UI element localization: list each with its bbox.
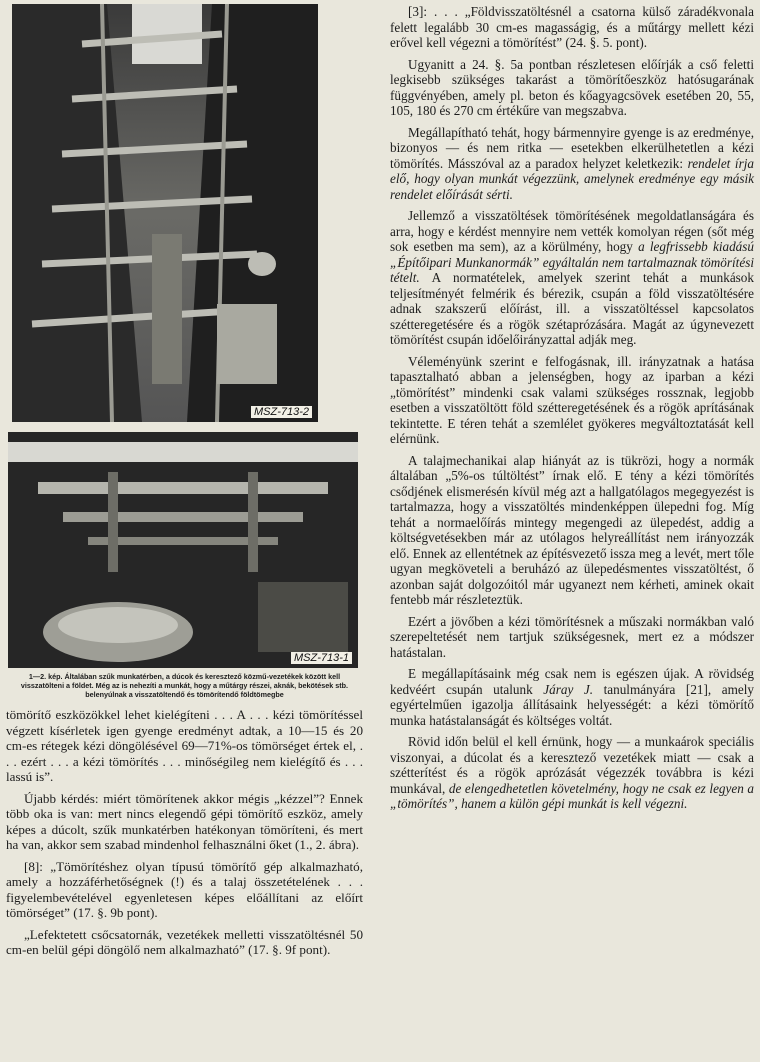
text-run: tanulmányára [21], amely egyértelműen igazolja állításaink helyességét: a kézi tömörítő munka hatástalanságát és költséges voltát. (390, 681, 754, 728)
emphasis: a legfrissebb kiadású „Építőipari Munkanormák” egyáltalán nem tartalmaznak tömörítési tételt. (390, 239, 754, 285)
trench-photo-bottom (8, 432, 358, 668)
left-column (6, 4, 363, 964)
paragraph (390, 666, 754, 728)
paragraph: A talajmechanikai alap hiányát az is tükrözi, hogy a normák általában „5%-os túltöltést” írnak elő. E tény a kézi tömörítés csődjének elismerésén kívül még azt a hallgatólagos megegyezést is tartalmazza, hogy a visszatöltés mindenképpen ülepedni fog. Míg tehát a normaelőírás mintegy megengedi az ülepedést, addig a költségvetésekben már az utólagos helyreállítást nem irányozzák elő. Ennek az ellentétnek az építésvezető issza meg a levét, mert tőle ugyan megköveteli a beruházó az ülepedésmentes visszatöltést, ő azonban saját dolgozóitól már ugyanezt nem kérheti, aminek okait fentebb már részleteztük. (390, 452, 754, 607)
text-run: Rövid időn belül el kell érnünk, hogy — a munkaárok speciális viszonyai, a dúcolat és a keresztező vezetékek miatt — csak a szétterítést és a rögök aprózását végezzék továbbra is kézi munkával, (390, 734, 754, 796)
paragraph (390, 734, 754, 812)
paragraph: [8]: „Tömörítéshez olyan típusú tömörítő gép alkalmazható, amely a hozzáférhetőségnek (!) és a talaj összetételének . . . figyelembevételével egyenletesen képes előállítani az előírt tömörséget” (17. §. 9b pont). (6, 858, 363, 920)
paragraph: Véleményünk szerint e felfogásnak, ill. irányzatnak a hatása tapasztalható abban a jelenségben, hogy az iparban a kézi „tömörítést” mindenki csak valami szükséges rossznak, legjobb esetben a visszatöltött föld szétteregetésének és a rögök aprításának tekintette. E téren tehát a szemlélet gyökeres megváltoztatását kell elérnünk. (390, 353, 754, 446)
right-column (390, 4, 754, 818)
trench-photo-bottom-image (8, 432, 358, 668)
paragraph (390, 125, 754, 203)
trench-photo-top (12, 4, 318, 422)
paragraph: tömörítő eszközökkel lehet kielégíteni . . . A . . . kézi tömörítéssel végzett kísérletek igen gyenge eredményt adtak, a 10—15 és 20 cm-es rétegek kézi döngölésével 69—71%-os tömörséget értek el, . . . ezért . . . a kézi tömörítés . . . minőségileg nem kielégítő és . . . lassú is”. (6, 707, 363, 784)
paragraph: Ezért a jövőben a kézi tömörítésnek a műszaki normákban való szerepeltetését nem tartjuk szükségesnek, mert ez a módszer hatástalan. (390, 613, 754, 660)
text-run: E megállapításaink még csak nem is egészen újak. A rövidség kedvéért csupán utalunk (390, 666, 754, 697)
photo-tag: MSZ-713-1 (291, 652, 352, 664)
trench-photo-top-image (12, 4, 318, 422)
paragraph: [3]: . . . „Földvisszatöltésnél a csatorna külső záradékvonala felett legalább 30 cm-es magasságig, és a műtárgy mellett kézi erővel kell végezni a tömörítést” (24. §. 5. pont). (390, 4, 754, 50)
text-run: Jellemző a visszatöltések tömörítésének megoldatlanságára és arra, hogy e kérdést mennyire nem vették komolyan régen (sőt még sok esetben ma sem), az a körülmény, hogy (390, 208, 754, 254)
photo-caption: 1—2. kép. Általában szűk munkatérben, a dúcok és keresztező közmű-vezetékek között kell visszatölteni a földet. Még az is nehezíti a munkát, hogy a műtárgy részei, aknák, bekötések stb. belenyúlnak a visszatöltendő és tömörítendő földtömegbe (20, 672, 349, 699)
paragraph (390, 208, 754, 348)
paragraph: Újabb kérdés: miért tömörítenek akkor mégis „kézzel”? Ennek több oka is van: mert nincs elegendő gépi tömörítő eszköz, amely képes a dúcolt, szűk munkatérben hatékonyan tömöríteni, és mert ha van, akkor sem szabad mindenhol felhasználni őket (1., 2. ábra). (6, 790, 363, 852)
text-run: Megállapítható tehát, hogy bármennyire gyenge is az eredménye, bizonyos — és nem ritka — esetekben elkerülhetetlen a kézi tömörítés. Másszóval az a paradox helyzet keletkezik: (390, 124, 754, 171)
paragraph: „Lefektetett csőcsatornák, vezetékek melletti visszatöltésnél 50 cm-en belül gépi döngölő nem alkalmazható” (17. §. 9f pont). (6, 926, 363, 957)
paragraph: Ugyanitt a 24. §. 5a pontban részletesen előírják a cső feletti legkisebb szükséges takarást a tömörítőeszköz hatósugarának függvényében, amely pl. beton és kőagyagcsövek esetében 20, 55, 105, 180 és 270 cm értékűre van megszabva. (390, 56, 754, 118)
author-name: Járay J. (543, 681, 594, 697)
emphasis: de elengedhetetlen követelmény, hogy ne csak ez legyen a „tömörítés”, hanem a külön gépi munkát is kell végezni. (390, 780, 754, 811)
text-run: A normatételek, amelyek szerint tehát a munkások teljesítményét felmérik és bérezik, csupán a föld visszatöltésére adnak szakszerű előírást, ill. a visszatöltéssel kapcsolatos szétteregetésére és a rögök szétaprózására. Magát az úgynevezett tömörítést csupán időelőirányzattal adják meg. (390, 270, 754, 347)
photo-tag: MSZ-713-2 (251, 406, 312, 418)
emphasis: rendelet írja elő, hogy olyan munkát végezzünk, amelynek eredménye egy másik rendelet előírását sérti. (390, 155, 754, 202)
